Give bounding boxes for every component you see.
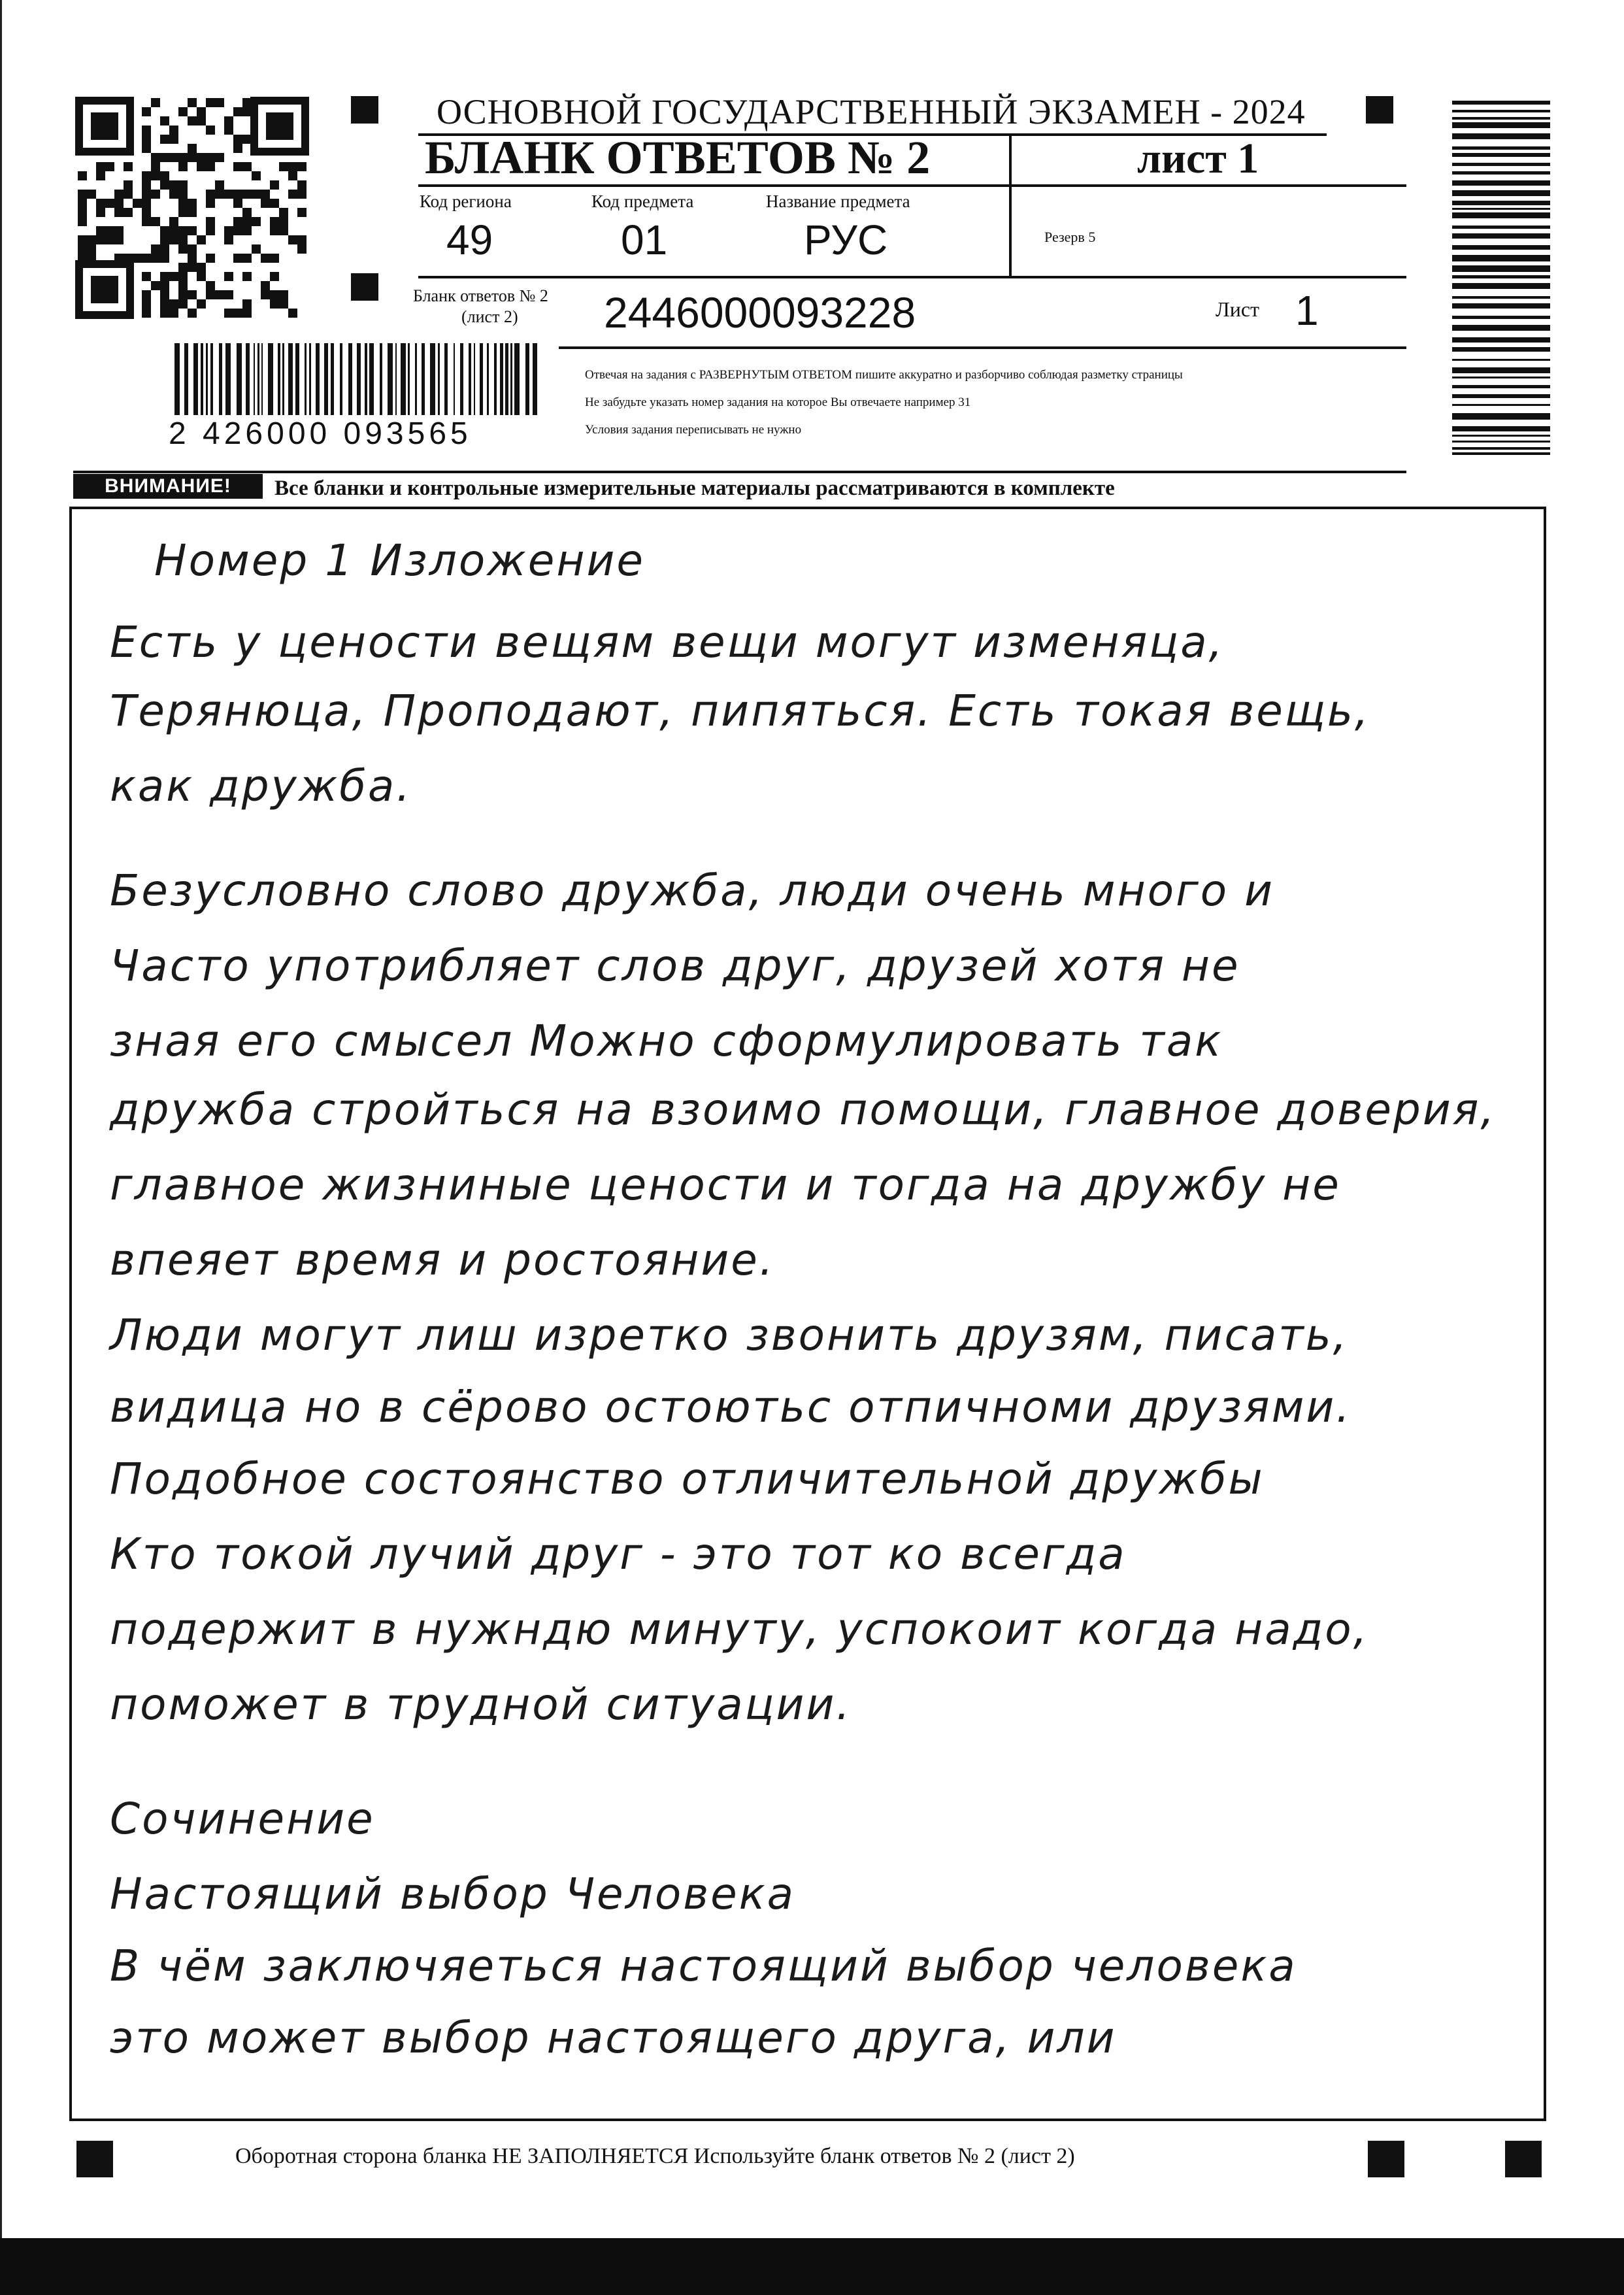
reserve-label: Резерв 5 [1044, 229, 1096, 245]
answer-line: главное жизниные цености и тогда на дружбу не [110, 1160, 1341, 1210]
notice-text: Все бланки и контрольные измерительные материалы рассматриваются в комплекте [274, 477, 1115, 500]
registration-marker-icon [1505, 2141, 1542, 2177]
answer-line: Сочинение [110, 1794, 375, 1844]
form-title: БЛАНК ОТВЕТОВ № 2 [425, 131, 931, 184]
answer-line: Кто токой лучий друг - это тот ко всегда [110, 1529, 1127, 1579]
subject-code-value: 01 [621, 216, 668, 263]
answer-line: как дружба. [110, 761, 412, 811]
answer-line: видица но в сёрово остоютьс отпичноми друзями. [110, 1382, 1352, 1432]
vertical-barcode-icon [1452, 99, 1550, 458]
sheet-label: лист 1 [1137, 135, 1259, 182]
answer-line: Подобное состоянство отличительной дружбы [110, 1454, 1265, 1504]
exam-title: ОСНОВНОЙ ГОСУДАРСТВЕННЫЙ ЭКЗАМЕН - 2024 [437, 92, 1306, 131]
subject-name-label: Название предмета [766, 192, 910, 211]
answer-line: дружба стройться на взоимо помощи, главное доверия, [110, 1084, 1497, 1135]
answer-line: Часто употрибляет слов друг, друзей хотя не [110, 941, 1240, 991]
answer-line: это может выбор настоящего друга, или [110, 2013, 1117, 2063]
header-rule [418, 184, 1406, 187]
instruction-line-1: Отвечая на задания с РАЗВЕРНУТЫМ ОТВЕТОМ пишите аккуратно и разборчиво соблюдая разметку страницы [585, 368, 1183, 382]
registration-marker-icon [351, 96, 378, 124]
answer-line: поможет в трудной ситуации. [110, 1679, 852, 1730]
page-edge [0, 0, 2, 2238]
subject-name-value: РУС [804, 216, 888, 263]
scan-band [0, 2238, 1624, 2295]
notice-badge: ВНИМАНИЕ! [73, 474, 263, 499]
answer-line: Настоящий выбор Человека [110, 1869, 796, 1919]
registration-marker-icon [351, 273, 378, 301]
answer-line: зная его смысел Можно сформулировать так [110, 1016, 1223, 1066]
sheet-number-value: 1 [1295, 287, 1319, 334]
codes-rule [418, 276, 1406, 278]
region-code-label: Код региона [420, 192, 512, 211]
answer-area [69, 507, 1546, 2121]
answer-line: впеяет время и ростояние. [110, 1235, 775, 1285]
notice-rule [73, 471, 1406, 473]
answer-line: Люди могут лиш изретко звонить друзям, писать, [110, 1310, 1349, 1360]
next-form-number: 2446000093228 [604, 288, 916, 337]
qr-code-icon [75, 97, 309, 319]
number-rule [559, 346, 1406, 349]
instruction-line-3: Условия задания переписывать не нужно [585, 423, 802, 437]
sheet-number-label: Лист [1216, 297, 1260, 321]
barcode-number: 2 426000 093565 [169, 416, 472, 451]
answer-line: Терянюца, Проподают, пипяться. Есть токая вещь, [110, 686, 1370, 736]
subject-code-label: Код предмета [591, 192, 694, 211]
region-code-value: 49 [446, 216, 493, 263]
footer-text: Оборотная сторона бланка НЕ ЗАПОЛНЯЕТСЯ Используйте бланк ответов № 2 (лист 2) [235, 2144, 1075, 2168]
next-form-sublabel: (лист 2) [461, 307, 518, 326]
barcode-icon [173, 343, 542, 422]
answer-line: В чём заключяеться настоящий выбор человека [110, 1941, 1297, 1991]
instruction-line-2: Не забудьте указать номер задания на которое Вы отвечаете например 31 [585, 395, 971, 409]
registration-marker-icon [1368, 2141, 1404, 2177]
header-vertical-divider [1009, 136, 1012, 277]
next-form-label: Бланк ответов № 2 [413, 286, 548, 305]
answer-line: Номер 1 Изложение [154, 535, 645, 586]
registration-marker-icon [1366, 96, 1393, 124]
registration-marker-icon [76, 2141, 113, 2177]
answer-line: Безусловно слово дружба, люди очень много и [110, 865, 1275, 916]
answer-line: подержит в нужндю минуту, успокоит когда надо, [110, 1604, 1369, 1654]
answer-line: Есть у цености вещям вещи могут изменяца, [110, 617, 1225, 667]
